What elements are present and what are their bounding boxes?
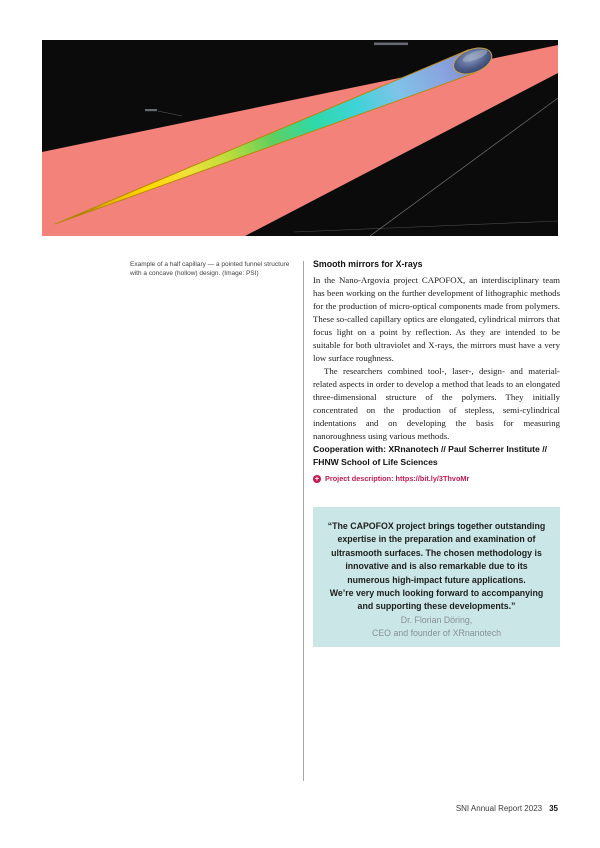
quote-line: innovative and is also remarkable due to its [345, 561, 528, 572]
article-title: Smooth mirrors for X-rays [313, 259, 423, 269]
quote-line: numerous high-impact future applications. [347, 574, 526, 585]
article-paragraph: The researchers combined tool-, laser-, design- and material-related aspects in order to develop a method that leads to an elongated three-dimensional structure of the polymers. They initially concentrated on the production of stepless, semi-cylindrical indentations and on developing the basis for measuring nanoroughness using various methods. [313, 366, 560, 441]
scale-annotation [145, 109, 157, 111]
plus-circle-icon: + [314, 473, 320, 483]
scale-annotation [374, 43, 408, 46]
quote-attribution-role: CEO and founder of XRnanotech [371, 628, 502, 639]
project-description-link[interactable] [313, 474, 560, 483]
page-footer [456, 804, 558, 813]
capillary-3d-plot [42, 40, 558, 236]
quote-line: expertise in the preparation and examination of [337, 534, 536, 545]
capillary-figure-image [42, 40, 558, 236]
figure-caption: Example of a half capillary — a pointed funnel structure with a concave (hollow) design. (Image: PSI) [130, 261, 290, 277]
quote-line: and supporting these developments.” [357, 601, 516, 612]
quote-line: ultrasmooth surfaces. The chosen methodology is [331, 547, 542, 558]
quote-attribution-name: Dr. Florian Döring, [400, 614, 473, 625]
article-column [313, 259, 560, 483]
cooperation-line: Cooperation with: XRnanotech // Paul Scherrer Institute // [313, 444, 547, 454]
column-divider [303, 261, 304, 781]
project-link-label[interactable]: Project description: https://bit.ly/3ThvoMr [325, 474, 470, 483]
quote-line: We’re very much looking forward to accompanying [329, 588, 544, 599]
footer-report-title: SNI Annual Report 2023 [455, 804, 543, 813]
quote-line: “The CAPOFOX project brings together outstanding [327, 521, 546, 531]
cooperation-line: FHNW School of Life Sciences [313, 457, 438, 467]
footer-page-number: 35 [549, 804, 558, 813]
article-paragraph: In the Nano-Argovia project CAPOFOX, an interdisciplinary team has been working on the further development of lithographic methods for the production of micro-optical components made from polymers. These so-called capillary optics are elongated, cylindrical mirrors that focus light on a point by reflection. As they are intended to be suitable for both ultraviolet and X-rays, the mirrors must have a very low surface roughness. [313, 275, 560, 363]
quote-box [313, 507, 560, 647]
